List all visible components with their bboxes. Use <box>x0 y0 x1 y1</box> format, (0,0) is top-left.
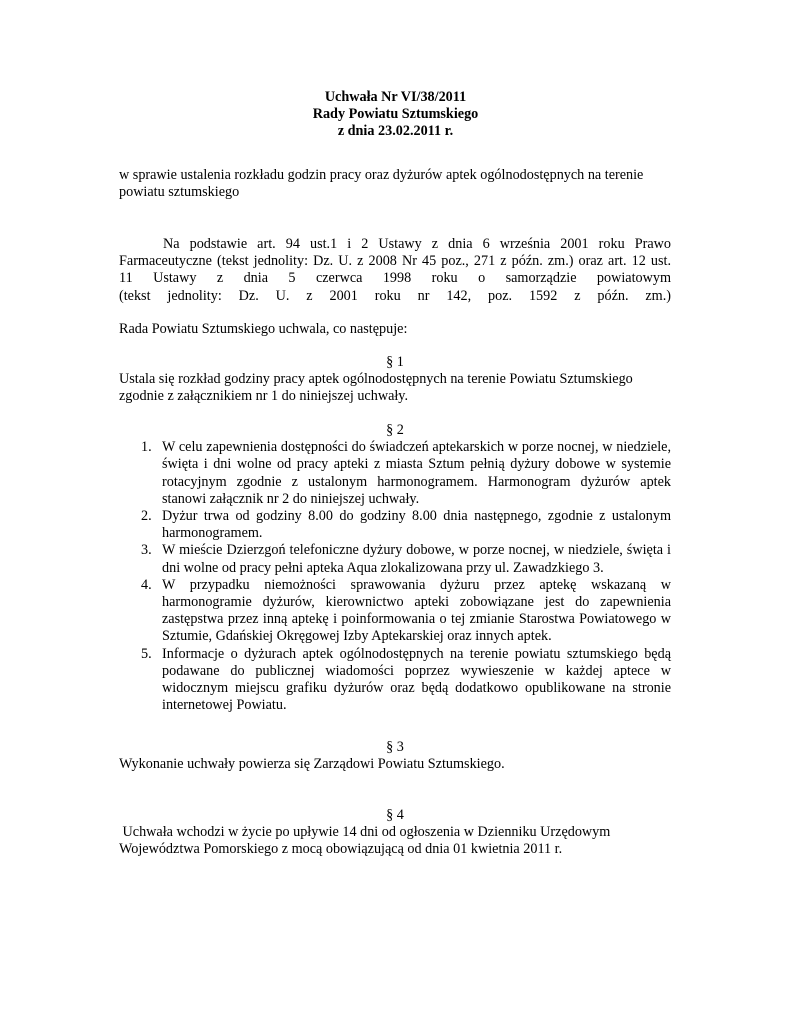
section-text: Województwa Pomorskiego z mocą obowiązującą od dnia 01 kwietnia 2011 r. <box>119 841 563 858</box>
section-text: Uchwała wchodzi w życie po upływie 14 dni od ogłoszenia w Dzienniku Urzędowym <box>119 824 611 841</box>
legal-basis-line: Farmaceutyczne (tekst jednolity: Dz. U. z 2008 Nr 45 poz., 271 z późn. zm.) oraz art. 12 ust. <box>119 253 671 270</box>
document-header <box>0 89 791 140</box>
subject-line: w sprawie ustalenia rozkładu godzin pracy oraz dyżurów aptek ogólnodostępnych na terenie <box>119 167 644 183</box>
section-2-list <box>119 439 671 714</box>
section-heading: § 4 <box>386 807 404 823</box>
list-item-number: 2. <box>141 508 152 525</box>
section-text: Ustala się rozkład godziny pracy aptek ogólnodostępnych na terenie Powiatu Sztumskiego <box>119 371 633 388</box>
list-item-text: W mieście Dzierzgoń telefoniczne dyżury dobowe, w porze nocnej, w niedziele, święta i dni wolne od pracy pełni apteka Aqua zlokalizowana przy ul. Zawadzkiego 3. <box>162 542 671 576</box>
council-name: Rady Powiatu Sztumskiego <box>312 106 479 122</box>
list-item-text: Informacje o dyżurach aptek ogólnodostępnych na terenie powiatu sztumskiego będą podawane do publicznej wiadomości poprzez wywieszenie w każdej aptece w widocznym miejscu grafiku dyżurów oraz będą dodatkowo opublikowane na stronie internetowej Powiatu. <box>162 645 671 714</box>
section-3 <box>119 739 671 773</box>
section-text: Wykonanie uchwały powierza się Zarządowi Powiatu Sztumskiego. <box>119 756 505 773</box>
resolves-clause: Rada Powiatu Sztumskiego uchwala, co następuje: <box>119 321 408 337</box>
resolution-subject <box>119 167 671 201</box>
subject-line: powiatu sztumskiego <box>119 184 240 201</box>
list-item-number: 4. <box>141 576 152 593</box>
legal-basis-line: Na podstawie art. 94 ust.1 i 2 Ustawy z dnia 6 września 2001 roku Prawo <box>163 236 671 252</box>
list-item <box>119 508 671 542</box>
section-heading: § 2 <box>386 422 404 438</box>
list-item <box>119 542 671 576</box>
legal-basis <box>119 236 671 305</box>
resolution-date: z dnia 23.02.2011 r. <box>337 123 454 139</box>
list-item-number: 3. <box>141 542 152 559</box>
list-item-number: 5. <box>141 645 152 662</box>
list-item-text: W przypadku niemożności sprawowania dyżuru przez aptekę wskazaną w harmonogramie dyżurów, kierownictwo apteki zobowiązane jest do zapewnienia zastępstwa przez inną aptekę i poinformowania o tej zmianie Starostwa Powiatowego w Sztumie, Gdańskiej Okręgowej Izby Aptekarskiej oraz innych aptek. <box>162 576 671 645</box>
list-item-text: Dyżur trwa od godziny 8.00 do godziny 8.00 dnia następnego, zgodnie z ustalonym harmonogramem. <box>162 508 671 542</box>
section-1 <box>119 354 671 406</box>
resolution-number: Uchwała Nr VI/38/2011 <box>324 89 467 105</box>
section-4 <box>119 807 671 859</box>
list-item <box>119 577 671 646</box>
section-heading: § 1 <box>386 354 404 370</box>
list-item <box>119 439 671 508</box>
section-heading: § 3 <box>386 739 404 755</box>
legal-basis-line: 11 Ustawy z dnia 5 czerwca 1998 roku o samorządzie powiatowym <box>119 270 671 287</box>
legal-basis-line: (tekst jednolity: Dz. U. z 2001 roku nr 142, poz. 1592 z późn. zm.) <box>119 287 671 304</box>
list-item <box>119 646 671 715</box>
section-text: zgodnie z załącznikiem nr 1 do niniejszej uchwały. <box>119 388 409 405</box>
list-item-text: W celu zapewnienia dostępności do świadczeń aptekarskich w porze nocnej, w niedziele, święta i dni wolne od pracy apteki z miasta Sztum pełnią dyżury dobowe w systemie rotacyjnym zgodnie z ustalonym harmonogramem. Harmonogram dyżurów aptek stanowi załącznik nr 2 do niniejszej uchwały. <box>162 439 671 507</box>
list-item-number: 1. <box>141 439 152 456</box>
section-2 <box>119 422 671 714</box>
